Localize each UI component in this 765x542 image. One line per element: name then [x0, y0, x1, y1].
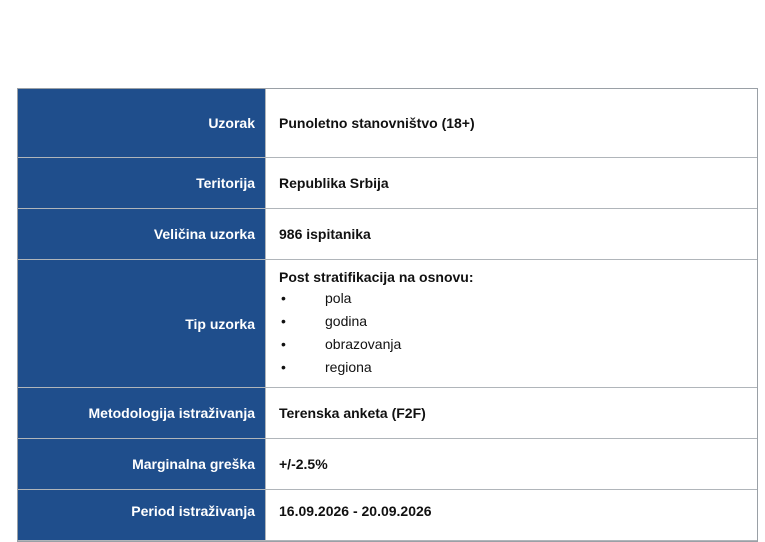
table-row — [18, 158, 757, 209]
row-label: Metodologija istraživanja — [18, 388, 266, 438]
list-item — [279, 356, 401, 379]
list-item-text: obrazovanja — [325, 335, 402, 352]
list-item-text: regiona — [325, 358, 372, 375]
row-value: Republika Srbija — [279, 175, 389, 191]
list-item-text: godina — [325, 312, 368, 329]
survey-info-table — [17, 88, 758, 542]
row-value: 16.09.2026 - 20.09.2026 — [279, 503, 432, 519]
row-label: Period istraživanja — [18, 490, 266, 540]
stratification-list — [279, 287, 401, 379]
list-item — [279, 287, 401, 310]
row-value: 986 ispitanika — [279, 226, 371, 242]
row-label: Tip uzorka — [18, 260, 266, 387]
bullet-icon: • — [281, 289, 286, 306]
list-item-text: pola — [325, 289, 352, 306]
row-value: Terenska anketa (F2F) — [279, 405, 426, 421]
bullet-icon: • — [281, 335, 286, 352]
row-label: Veličina uzorka — [18, 209, 266, 259]
list-item — [279, 333, 401, 356]
list-item — [279, 310, 401, 333]
table-row — [18, 388, 757, 439]
table-row — [18, 89, 757, 158]
row-value: Punoletno stanovništvo (18+) — [279, 115, 475, 131]
table-row — [18, 260, 757, 388]
row-value: +/-2.5% — [279, 456, 328, 472]
row-label: Teritorija — [18, 158, 266, 208]
row-value-list — [266, 260, 757, 387]
table-row — [18, 490, 757, 541]
row-label: Uzorak — [18, 89, 266, 157]
bullet-icon: • — [281, 312, 286, 329]
bullet-icon: • — [281, 358, 286, 375]
table-row — [18, 209, 757, 260]
row-value: Post stratifikacija na osnovu: — [279, 268, 474, 285]
row-label: Marginalna greška — [18, 439, 266, 489]
table-row — [18, 439, 757, 490]
